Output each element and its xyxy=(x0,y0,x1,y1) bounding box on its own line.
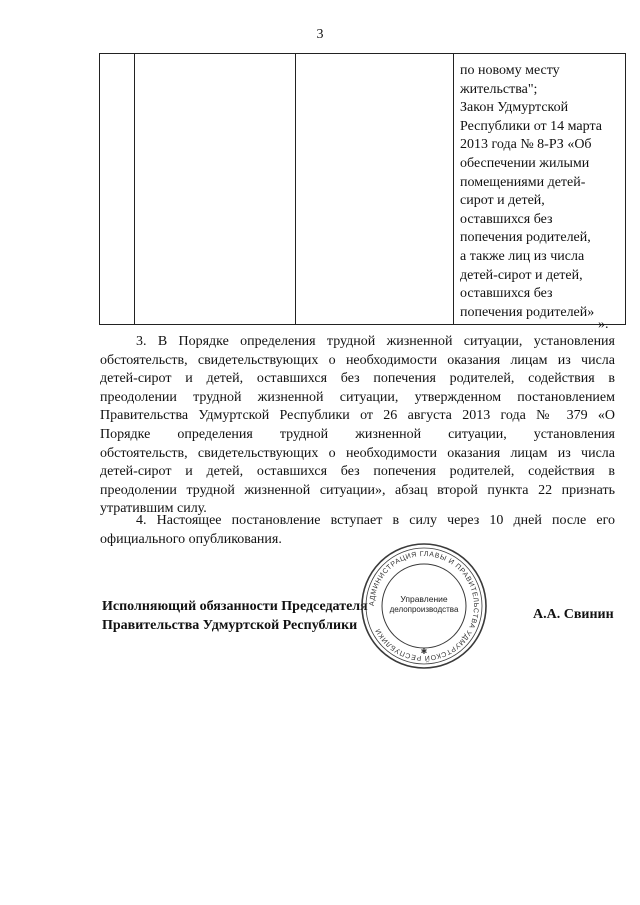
paragraph-4 xyxy=(100,512,615,549)
svg-text:✱: ✱ xyxy=(420,647,428,656)
paragraph-line: Порядке определения трудной жизненной ситуации, установления xyxy=(100,426,615,442)
cell-line: оставшихся без xyxy=(460,211,553,227)
signature-title xyxy=(102,597,368,635)
cell-line: по новому месту xyxy=(460,63,560,78)
table-cell-number xyxy=(100,54,135,325)
paragraph-line: детей-сирот и детей, оставшихся без попечения родителей, содействия в xyxy=(100,464,615,480)
paragraph-line: 4. Настоящее постановление вступает в силу через 10 дней после его xyxy=(136,513,615,528)
cell-line: а также лиц из числа xyxy=(460,248,585,264)
signer-name: А.А. Свинин xyxy=(533,607,614,622)
continuation-table xyxy=(99,53,626,325)
table-cell-legal-basis xyxy=(454,54,626,325)
paragraph-line: обстоятельств, свидетельствующих о необходимости оказания лицам из числа xyxy=(100,445,615,461)
seal-center-line: делопроизводства xyxy=(389,605,459,614)
paragraph-line: преодолении трудной жизненной ситуации, утвержденном постановлением xyxy=(100,389,615,405)
cell-line: обеспечении жилыми xyxy=(460,155,590,171)
page-number: 3 xyxy=(316,27,324,42)
paragraph-line: утратившим силу. xyxy=(100,501,207,517)
signature-title-line: Правительства Удмуртской Республики xyxy=(102,618,358,633)
cell-line: попечения родителей» xyxy=(460,304,595,320)
cell-line: попечения родителей, xyxy=(460,230,591,246)
table-row xyxy=(100,54,626,325)
paragraph-line: обстоятельств, свидетельствующих о необходимости оказания лицам из числа xyxy=(100,352,615,368)
official-seal-stamp xyxy=(360,542,488,670)
seal-outer-text: АДМИНИСТРАЦИЯ ГЛАВЫ И ПРАВИТЕЛЬСТВА УДМУРТСКОЙ РЕСПУБЛИКИ xyxy=(368,550,480,662)
cell-line: сирот и детей, xyxy=(460,193,545,209)
cell-line: помещениями детей- xyxy=(460,174,586,190)
cell-line: Закон Удмуртской xyxy=(460,100,569,116)
paragraph-3 xyxy=(100,333,615,519)
paragraph-line: преодолении трудной жизненной ситуации», абзац второй пункта 22 признать xyxy=(100,482,615,498)
closing-quote: ». xyxy=(598,317,609,332)
cell-line: детей-сирот и детей, xyxy=(460,267,583,283)
signature-title-line: Исполняющий обязанности Председателя xyxy=(102,599,368,614)
paragraph-line: Правительства Удмуртской Республики от 26 августа 2013 года № 379 «О xyxy=(100,408,615,424)
paragraph-line: 3. В Порядке определения трудной жизненной ситуации, установления xyxy=(136,334,615,349)
paragraph-line: официального опубликования. xyxy=(100,531,282,547)
cell-line: жительства"; xyxy=(460,81,538,97)
cell-line: оставшихся без xyxy=(460,286,553,302)
seal-center-line: Управление xyxy=(400,594,448,604)
table-cell-empty xyxy=(135,54,296,325)
paragraph-line: детей-сирот и детей, оставшихся без попечения родителей, содействия в xyxy=(100,371,615,387)
cell-line: 2013 года № 8-РЗ «Об xyxy=(460,137,592,153)
cell-line: Республики от 14 марта xyxy=(460,118,602,134)
table-cell-empty xyxy=(296,54,454,325)
